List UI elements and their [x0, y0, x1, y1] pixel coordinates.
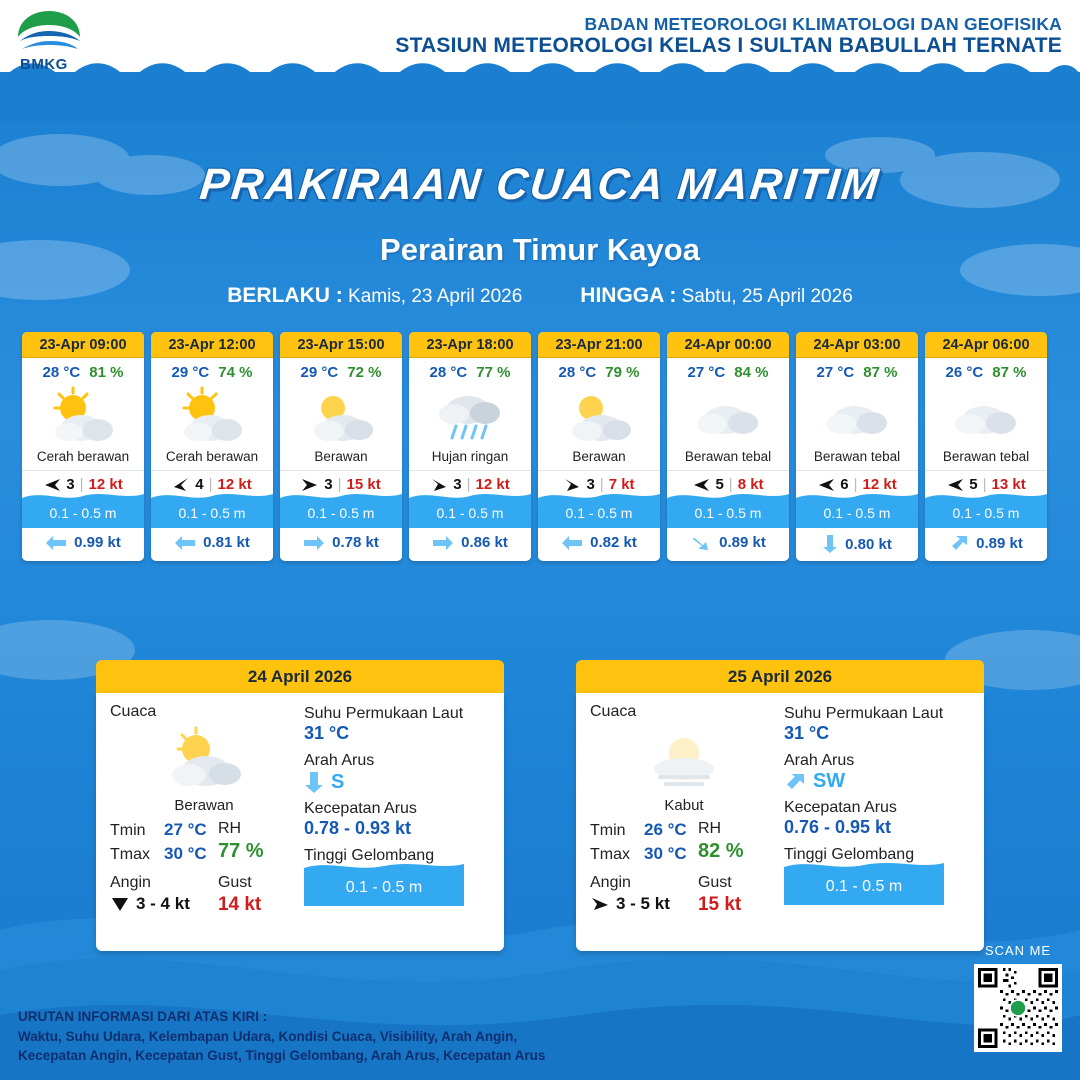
kecepatan-arus-label: Kecepatan Arus [303, 800, 417, 817]
footer-legend-title: URUTAN INFORMASI DARI ATAS KIRI : [18, 1009, 268, 1025]
hourly-card [22, 332, 144, 561]
card-humidity: 77 % [476, 364, 511, 381]
wind-direction-arrow-icon [590, 896, 610, 912]
separator: | [466, 476, 471, 493]
footer-legend-line2: Waktu, Suhu Udara, Kelembapan Udara, Kondisi Cuaca, Visibility, Arah Angin, [18, 1028, 518, 1044]
card-wind-degree: 5 [969, 476, 978, 493]
daily-forecast-panel-25 [576, 660, 984, 951]
gust-value: 15 kt [697, 894, 742, 915]
card-wave-height [280, 499, 402, 528]
card-humidity: 81 % [89, 364, 124, 381]
hourly-card [796, 332, 918, 561]
tmin-value: 27 °C [164, 820, 207, 839]
weather-cloud-icon [925, 383, 1047, 449]
header-agency-name: BADAN METEOROLOGI KLIMATOLOGI DAN GEOFISIKA [584, 13, 1062, 34]
card-wave-height [151, 499, 273, 528]
valid-to-label: HINGGA : [580, 284, 677, 307]
card-condition: Berawan tebal [684, 449, 772, 464]
card-time: 23-Apr 12:00 [151, 332, 273, 358]
card-wave-value: 0.1 - 0.5 m [823, 505, 891, 521]
valid-from-label: BERLAKU : [227, 284, 343, 307]
tinggi-gelombang-label: Tinggi Gelombang [303, 847, 435, 864]
separator: | [853, 476, 858, 493]
daily-cuaca-label: Cuaca [110, 703, 157, 720]
card-time: 23-Apr 09:00 [22, 332, 144, 358]
current-direction-arrow-icon [561, 535, 583, 551]
card-temperature: 26 °C [945, 364, 984, 381]
weather-sun-cloud-icon [151, 383, 273, 449]
card-wave-value: 0.1 - 0.5 m [436, 505, 504, 521]
arah-arus-value: SW [812, 770, 846, 792]
qr-block [974, 943, 1062, 1052]
gust-value: 14 kt [217, 894, 262, 915]
tinggi-gelombang-label: Tinggi Gelombang [783, 846, 915, 863]
rh-value: 77 % [217, 840, 264, 862]
hourly-card [925, 332, 1047, 561]
qr-code-image[interactable] [974, 964, 1062, 1052]
tmin-label: Tmin [110, 822, 146, 839]
arah-arus-value: S [330, 770, 345, 793]
card-wave-height [925, 499, 1047, 528]
tmin-label: Tmin [590, 822, 626, 839]
card-wind-degree: 3 [324, 476, 333, 493]
card-time: 24-Apr 06:00 [925, 332, 1047, 358]
arah-arus-label: Arah Arus [303, 752, 375, 769]
page-title: PRAKIRAAN CUACA MARITIM [197, 160, 883, 209]
card-condition: Cerah berawan [36, 449, 130, 464]
card-wave-value: 0.1 - 0.5 m [178, 505, 246, 521]
tmin-value: 26 °C [644, 820, 687, 839]
card-time: 24-Apr 00:00 [667, 332, 789, 358]
hourly-card [409, 332, 531, 561]
weather-cloud-sun-icon [110, 723, 298, 797]
daily-cuaca-label: Cuaca [590, 703, 637, 720]
card-wind-degree: 3 [586, 476, 595, 493]
card-time: 24-Apr 03:00 [796, 332, 918, 358]
rh-label: RH [217, 820, 242, 837]
angin-value: 3 - 4 kt [136, 894, 190, 913]
card-wave-height [409, 499, 531, 528]
card-wave-value: 0.1 - 0.5 m [565, 505, 633, 521]
card-temperature: 27 °C [816, 364, 855, 381]
card-wind-speed: 7 kt [608, 476, 635, 493]
card-temperature: 28 °C [429, 364, 468, 381]
separator: | [337, 476, 342, 493]
tinggi-gelombang-value: 0.1 - 0.5 m [825, 878, 903, 895]
scan-me-label: SCAN ME [984, 943, 1052, 958]
tinggi-gelombang-value: 0.1 - 0.5 m [345, 879, 423, 896]
card-current-speed: 0.82 kt [590, 534, 637, 551]
separator: | [599, 476, 604, 493]
footer-legend [18, 1007, 545, 1066]
card-temperature: 28 °C [42, 364, 81, 381]
card-temperature: 27 °C [687, 364, 726, 381]
page-header [0, 0, 1080, 72]
hourly-card [538, 332, 660, 561]
separator: | [79, 476, 84, 493]
card-humidity: 87 % [992, 364, 1027, 381]
card-temperature: 29 °C [171, 364, 210, 381]
current-direction-arrow-icon [303, 535, 325, 551]
daily-condition: Berawan [174, 797, 234, 814]
valid-to-value: Sabtu, 25 April 2026 [681, 286, 853, 307]
hourly-card [151, 332, 273, 561]
current-direction-arrow-icon [822, 534, 838, 554]
daily-date: 25 April 2026 [576, 660, 984, 693]
card-wave-height [538, 499, 660, 528]
current-direction-arrow-icon [690, 535, 712, 551]
card-wind-speed: 13 kt [991, 476, 1026, 493]
current-direction-arrow-icon [949, 534, 969, 552]
card-humidity: 87 % [863, 364, 898, 381]
sst-label: Suhu Permukaan Laut [303, 705, 464, 722]
sst-value: 31 °C [783, 723, 830, 743]
angin-label: Angin [110, 874, 151, 891]
weather-sun-cloud-icon [22, 383, 144, 449]
sst-value: 31 °C [303, 723, 350, 743]
card-wave-value: 0.1 - 0.5 m [49, 505, 117, 521]
card-humidity: 79 % [605, 364, 640, 381]
card-wave-height [22, 499, 144, 528]
current-direction-arrow-icon [432, 535, 454, 551]
card-wind-speed: 8 kt [737, 476, 764, 493]
hourly-card [280, 332, 402, 561]
weather-cloud-icon [667, 383, 789, 449]
card-current-speed: 0.81 kt [203, 534, 250, 551]
daily-forecast-panel-24 [96, 660, 504, 951]
wind-direction-arrow-icon [110, 896, 130, 912]
card-condition: Berawan [572, 449, 626, 464]
weather-cloud-sun-icon [280, 383, 402, 449]
card-condition: Berawan tebal [813, 449, 901, 464]
card-current-speed: 0.80 kt [845, 535, 892, 553]
card-wind-degree: 3 [453, 476, 462, 493]
card-humidity: 72 % [347, 364, 382, 381]
card-condition: Hujan ringan [431, 449, 509, 464]
separator: | [208, 476, 213, 493]
angin-label: Angin [590, 874, 631, 891]
footer-legend-line3: Kecepatan Angin, Kecepatan Gust, Tinggi Gelombang, Arah Arus, Kecepatan Arus [18, 1048, 546, 1064]
card-humidity: 84 % [734, 364, 769, 381]
card-condition: Berawan [314, 449, 368, 464]
rh-value: 82 % [697, 840, 744, 862]
card-current-speed: 0.89 kt [719, 534, 766, 551]
card-wave-height [667, 499, 789, 528]
tmax-value: 30 °C [644, 844, 687, 863]
weather-cloud-icon [796, 383, 918, 449]
card-current-speed: 0.78 kt [332, 534, 379, 551]
weather-fog-icon [590, 723, 778, 797]
card-wind-speed: 12 kt [217, 476, 252, 493]
card-temperature: 28 °C [558, 364, 597, 381]
card-current-speed: 0.89 kt [976, 534, 1023, 552]
hourly-forecast-list [22, 332, 1062, 561]
rh-label: RH [697, 820, 722, 837]
card-condition: Berawan tebal [942, 449, 1030, 464]
gust-label: Gust [697, 874, 732, 891]
header-station-name: STASIUN METEOROLOGI KELAS I SULTAN BABULLAH TERNATE [395, 33, 1062, 57]
card-current-speed: 0.99 kt [74, 534, 121, 551]
card-wind-speed: 12 kt [862, 476, 897, 493]
card-wave-value: 0.1 - 0.5 m [307, 505, 375, 521]
daily-date: 24 April 2026 [96, 660, 504, 693]
card-condition: Cerah berawan [165, 449, 259, 464]
angin-value: 3 - 5 kt [616, 894, 670, 913]
card-wind-speed: 12 kt [475, 476, 510, 493]
separator: | [982, 476, 987, 493]
kecepatan-arus-value: 0.76 - 0.95 kt [783, 817, 892, 837]
card-humidity: 74 % [218, 364, 253, 381]
weather-rain-icon [409, 383, 531, 449]
tmax-value: 30 °C [164, 844, 207, 863]
bmkg-logo-text: BMKG [20, 56, 68, 73]
tmax-label: Tmax [590, 846, 630, 863]
card-wind-speed: 12 kt [88, 476, 123, 493]
card-time: 23-Apr 18:00 [409, 332, 531, 358]
hourly-card [667, 332, 789, 561]
card-time: 23-Apr 21:00 [538, 332, 660, 358]
current-direction-arrow-icon [304, 770, 324, 794]
current-direction-arrow-icon [784, 771, 806, 793]
sst-label: Suhu Permukaan Laut [783, 705, 944, 722]
card-wind-degree: 4 [195, 476, 204, 493]
valid-from-value: Kamis, 23 April 2026 [348, 286, 523, 307]
card-wave-height [796, 499, 918, 528]
gust-label: Gust [217, 874, 252, 891]
card-current-speed: 0.86 kt [461, 534, 508, 551]
daily-condition: Kabut [664, 797, 704, 814]
validity-period [0, 284, 1080, 308]
tinggi-gelombang-value-box [784, 868, 944, 905]
tmax-label: Tmax [110, 846, 150, 863]
current-direction-arrow-icon [45, 535, 67, 551]
page-subtitle: Perairan Timur Kayoa [380, 232, 700, 267]
card-wind-speed: 15 kt [346, 476, 381, 493]
card-temperature: 29 °C [300, 364, 339, 381]
card-wave-value: 0.1 - 0.5 m [694, 505, 762, 521]
kecepatan-arus-value: 0.78 - 0.93 kt [303, 818, 412, 838]
kecepatan-arus-label: Kecepatan Arus [783, 799, 897, 816]
weather-cloud-sun-icon [538, 383, 660, 449]
card-wind-degree: 6 [840, 476, 849, 493]
card-wind-degree: 3 [66, 476, 75, 493]
card-time: 23-Apr 15:00 [280, 332, 402, 358]
arah-arus-label: Arah Arus [783, 752, 855, 769]
current-direction-arrow-icon [174, 535, 196, 551]
tinggi-gelombang-value-box [304, 869, 464, 906]
card-wind-degree: 5 [715, 476, 724, 493]
card-wave-value: 0.1 - 0.5 m [952, 505, 1020, 521]
separator: | [728, 476, 733, 493]
